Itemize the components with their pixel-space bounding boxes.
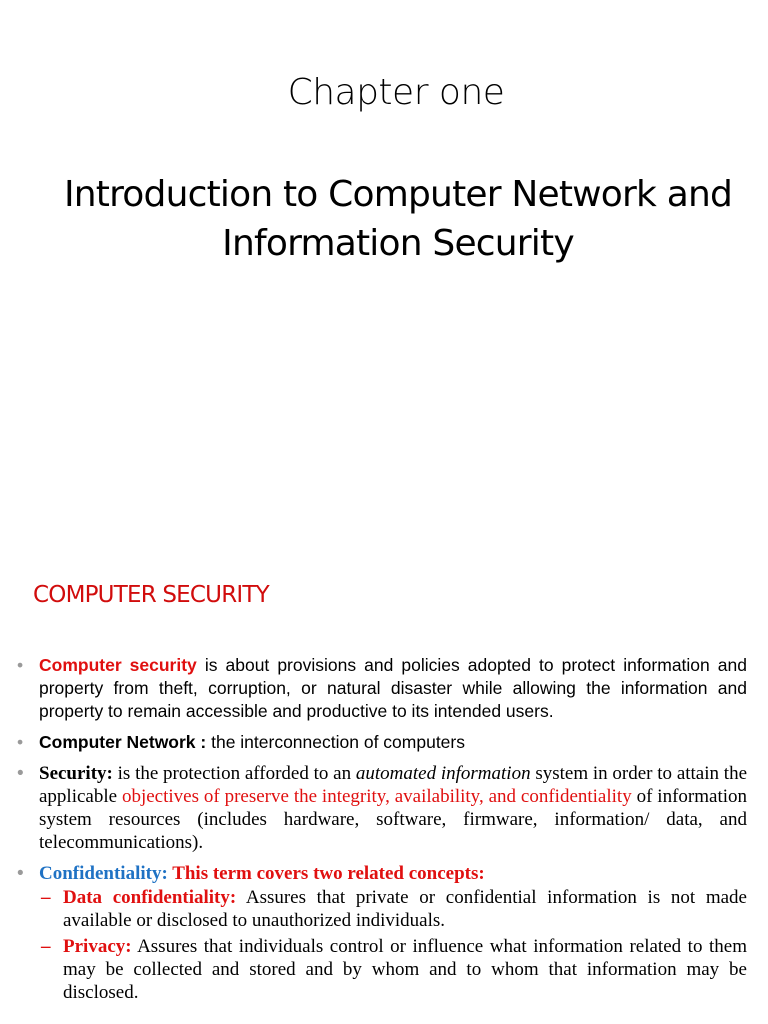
definition-text: the interconnection of computers (206, 732, 465, 752)
bullet-marker: • (17, 732, 24, 752)
bullet-marker: • (17, 655, 24, 675)
sub-bullet-marker: – (41, 887, 51, 908)
bullet-list (0, 654, 768, 1004)
slide-title (14, 170, 768, 268)
bullet-computer-security (0, 654, 768, 723)
slide-title-line-1: Introduction to Computer Network and (63, 174, 733, 215)
term-data-confidentiality: Data confidentiality: (63, 887, 237, 908)
content-slide (0, 560, 768, 1024)
term-privacy: Privacy: (63, 936, 132, 957)
definition-text: Assures that individuals control or influence what information related to them may be collected and stored and by whom and to whom that information may be disclosed. (63, 936, 747, 1003)
term-security: Security: (39, 763, 113, 784)
bullet-marker: • (17, 863, 24, 884)
term-computer-security: Computer security (39, 655, 197, 675)
definition-text: Assures that private or confidential information is not made available or disclosed to unauthorized individuals. (63, 887, 747, 931)
definition-text: of information system resources (includes hardware, software, firmware, information/ data, and telecommunications). (39, 786, 748, 853)
slide-title-line-2: Information Security (222, 223, 574, 264)
highlighted-objectives: objectives of preserve the integrity, availability, and confidentiality (121, 786, 632, 807)
chapter-label: Chapter one (287, 72, 505, 113)
bullet-marker: • (17, 763, 24, 784)
section-heading: COMPUTER SECURITY (33, 582, 269, 608)
sub-bullet-marker: – (41, 936, 51, 957)
definition-text: is about provisions and policies adopted to protect information and property from theft, corruption, or natural disaster while allowing the information and property to remain accessible and productive to its intended users. (39, 655, 748, 721)
definition-text: is the protection afforded to an (112, 763, 356, 784)
sub-bullet-privacy (0, 935, 768, 1004)
bullet-security (0, 762, 768, 854)
bullet-computer-network (0, 731, 768, 754)
italic-phrase: automated information (355, 763, 531, 784)
definition-text: system in order to attain the applicable (39, 763, 747, 807)
sub-bullet-data-confidentiality (0, 886, 768, 932)
term-computer-network: Computer Network : (39, 732, 207, 752)
confidentiality-intro: This term covers two related concepts: (167, 863, 485, 884)
bullet-confidentiality (0, 862, 768, 885)
term-confidentiality: Confidentiality: (39, 863, 168, 884)
